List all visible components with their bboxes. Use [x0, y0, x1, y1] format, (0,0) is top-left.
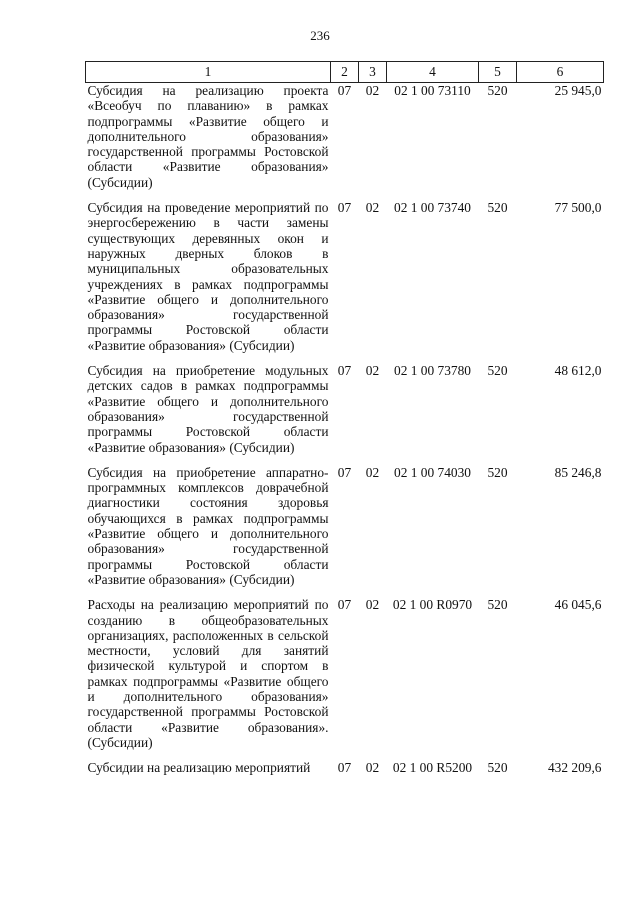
row-section-code: 07 [337, 464, 352, 480]
budget-table [85, 61, 604, 785]
row-subsection-code: 02 [365, 760, 380, 776]
row-subsection-code: 02 [365, 200, 380, 216]
row-expense-type-code: 520 [487, 464, 508, 480]
column-header-2: 2 [331, 62, 359, 83]
row-amount: 25 945,0 [554, 83, 602, 98]
column-header-4: 4 [387, 62, 479, 83]
row-expense-type-code: 520 [487, 760, 508, 776]
row-section-code: 07 [337, 597, 352, 613]
table-body [86, 83, 604, 786]
row-subsection-code: 02 [365, 83, 380, 98]
row-target-article-code: 02 1 00 73780 [394, 363, 471, 379]
row-amount: 85 246,8 [554, 464, 602, 480]
row-target-article-code: 02 1 00 73110 [394, 83, 471, 98]
row-subsection-code: 02 [365, 363, 380, 379]
row-target-article-code: 02 1 00 R0970 [392, 597, 473, 613]
table-row [86, 363, 604, 465]
row-expense-type-code: 520 [487, 597, 508, 613]
row-amount: 77 500,0 [554, 200, 602, 216]
row-amount: 48 612,0 [554, 363, 602, 379]
table-row [86, 200, 604, 363]
row-expense-type-code: 520 [487, 363, 508, 379]
column-header-5: 5 [479, 62, 517, 83]
row-description: Субсидия на приобретение аппаратно-программных комплексов доврачебной диагностики состояния здоровья обучающихся в рамках подпрограммы «Развитие общего и дополнительного образования» государственной программы Ростовской области «Развитие образования» (Субсидии) [87, 464, 329, 587]
row-section-code: 07 [337, 83, 352, 98]
row-description: Субсидия на проведение мероприятий по энергосбережению в части замены существующих деревянных окон и наружных дверных блоков в муниципальных образовательных учреждениях в рамках подпрограммы «Развитие общего и дополнительного образования» государственной программы Ростовской области «Развитие образования» (Субсидии) [87, 200, 329, 353]
row-expense-type-code: 520 [487, 83, 508, 98]
row-target-article-code: 02 1 00 R5200 [392, 760, 473, 776]
table-row [86, 597, 604, 760]
row-subsection-code: 02 [365, 597, 380, 613]
page-number: 236 [310, 28, 330, 43]
column-header-1: 1 [86, 62, 331, 83]
row-description: Субсидия на приобретение модульных детских садов в рамках подпрограммы «Развитие общего и дополнительного образования» государственной программы Ростовской области «Развитие образования» (Субсидии) [87, 363, 329, 455]
row-target-article-code: 02 1 00 73740 [394, 200, 471, 216]
table-row [86, 760, 604, 785]
row-section-code: 07 [337, 363, 352, 379]
table-row [86, 465, 604, 597]
row-amount: 46 045,6 [554, 597, 602, 613]
row-subsection-code: 02 [365, 464, 380, 480]
row-amount: 432 209,6 [547, 760, 602, 776]
row-description: Субсидия на реализацию проекта «Всеобуч по плаванию» в рамках подпрограммы «Развитие общего и дополнительного образования» государственной программы Ростовской области «Развитие образования» (Субсидии) [87, 83, 329, 190]
column-header-6: 6 [517, 62, 604, 83]
table-header [86, 62, 604, 83]
column-header-3: 3 [359, 62, 387, 83]
row-target-article-code: 02 1 00 74030 [394, 464, 471, 480]
row-description: Субсидии на реализацию мероприятий [87, 760, 311, 776]
row-section-code: 07 [337, 200, 352, 216]
row-description: Расходы на реализацию мероприятий по созданию в общеобразовательных организациях, расположенных в сельской местности, условий для занятий физической культурой и спортом в рамках подпрограммы «Развитие общего и дополнительного образования» государственной программы Ростовской области «Развитие образования». (Субсидии) [87, 597, 329, 750]
row-section-code: 07 [337, 760, 352, 776]
table-row [86, 83, 604, 201]
row-expense-type-code: 520 [487, 200, 508, 216]
